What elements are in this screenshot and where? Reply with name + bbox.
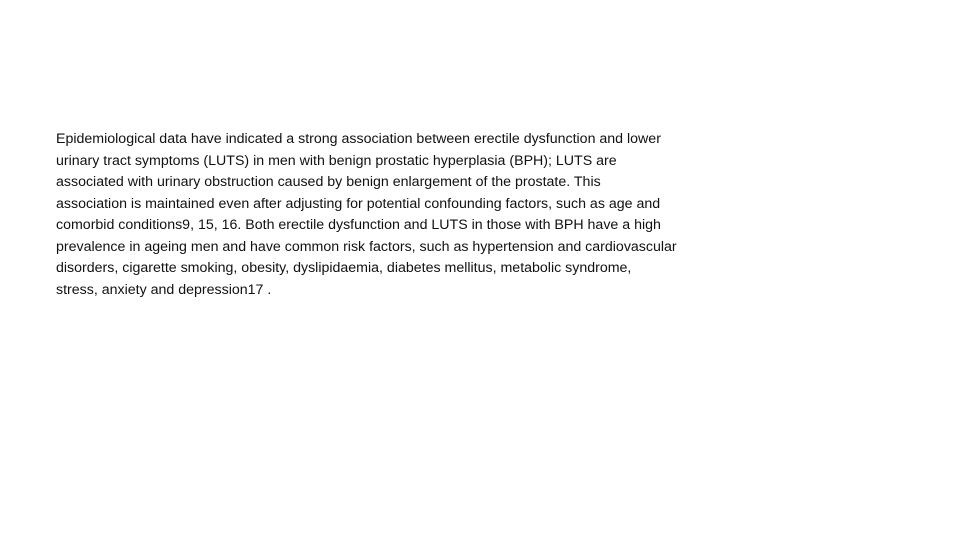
paragraph-line: Epidemiological data have indicated a strong association between erectile dysfunction and lower (56, 131, 661, 147)
paragraph-line: prevalence in ageing men and have common risk factors, such as hypertension and cardiovascular (56, 238, 677, 255)
paragraph-line: disorders, cigarette smoking, obesity, dyslipidaemia, diabetes mellitus, metabolic syndrome, (56, 260, 632, 276)
paragraph-line: association is maintained even after adjusting for potential confounding factors, such as age and (56, 195, 661, 212)
body-paragraph (56, 129, 796, 301)
paragraph-line: comorbid conditions9, 15, 16. Both erectile dysfunction and LUTS in those with BPH have a high (56, 217, 661, 233)
paragraph-line: urinary tract symptoms (LUTS) in men with benign prostatic hyperplasia (BPH); LUTS are (56, 152, 617, 169)
paragraph-line: associated with urinary obstruction caused by benign enlargement of the prostate. This (56, 174, 601, 190)
paragraph-line: stress, anxiety and depression17 . (56, 281, 272, 298)
